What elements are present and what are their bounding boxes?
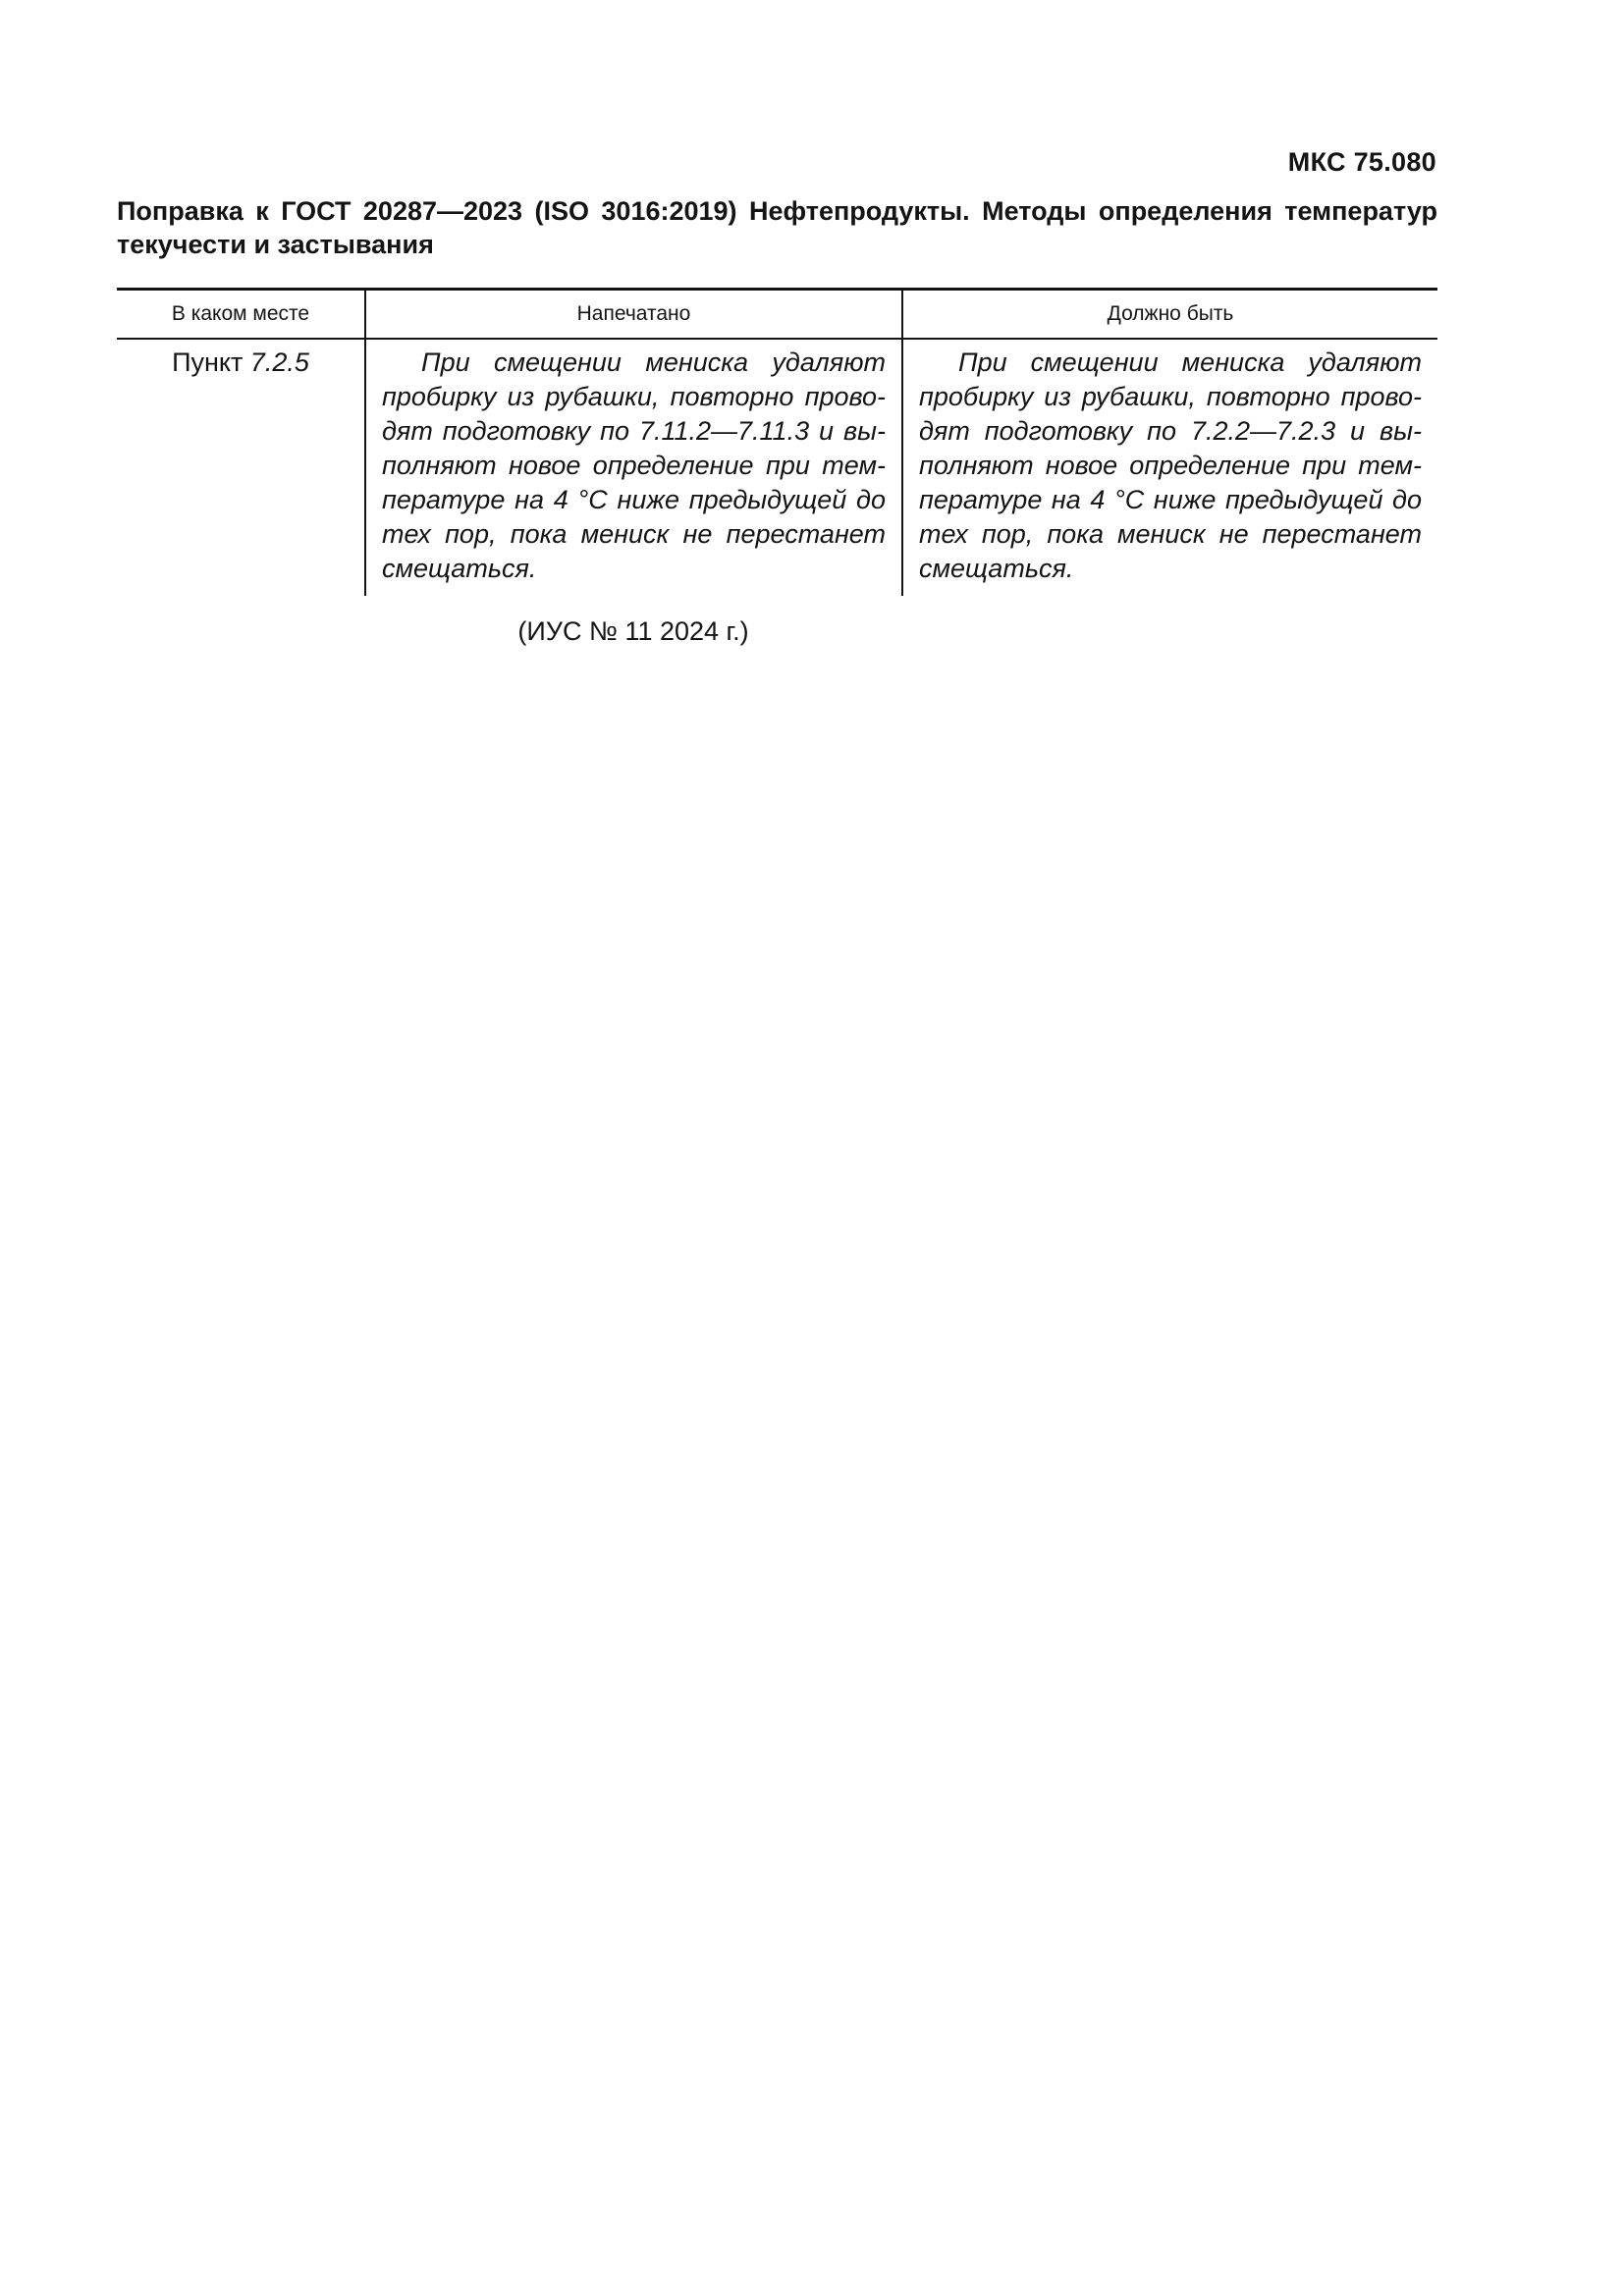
document-title: Поправка к ГОСТ 20287—2023 (ISO 3016:2019) Нефтепродукты. Методы определения температур текучести и застывания	[117, 196, 1437, 259]
printed-text: При смещении мениска удаляют пробирку из рубашки, повторно проводят подготовку по 7.11.2—7.11.3 и выполняют новое определение при температуре на 4 °С ниже предыдущей до тех пор, пока мениск не перестанет смещаться.	[382, 347, 886, 583]
cell-place	[117, 339, 365, 596]
column-header-should-be: Должно быть	[902, 290, 1437, 340]
table-row	[117, 339, 1437, 596]
cell-should-be	[902, 339, 1437, 596]
publication-source: (ИУС № 11 2024 г.)	[517, 616, 749, 646]
should-be-text: При смещении мениска удаляют пробирку из рубашки, повторно проводят подготовку по 7.2.2—7.2.3 и выполняют новое определение при температуре на 4 °С ниже предыдущей до тех пор, пока мениск не перестанет смещаться.	[919, 347, 1422, 583]
column-header-printed: Напечатано	[365, 290, 902, 340]
cell-printed	[365, 339, 902, 596]
mks-code: МКС 75.080	[1287, 147, 1436, 177]
corrections-table	[117, 288, 1437, 596]
place-prefix: Пункт	[172, 347, 250, 377]
column-header-place: В каком месте	[117, 290, 365, 340]
place-reference: 7.2.5	[249, 347, 309, 377]
table-header-row	[117, 290, 1437, 340]
